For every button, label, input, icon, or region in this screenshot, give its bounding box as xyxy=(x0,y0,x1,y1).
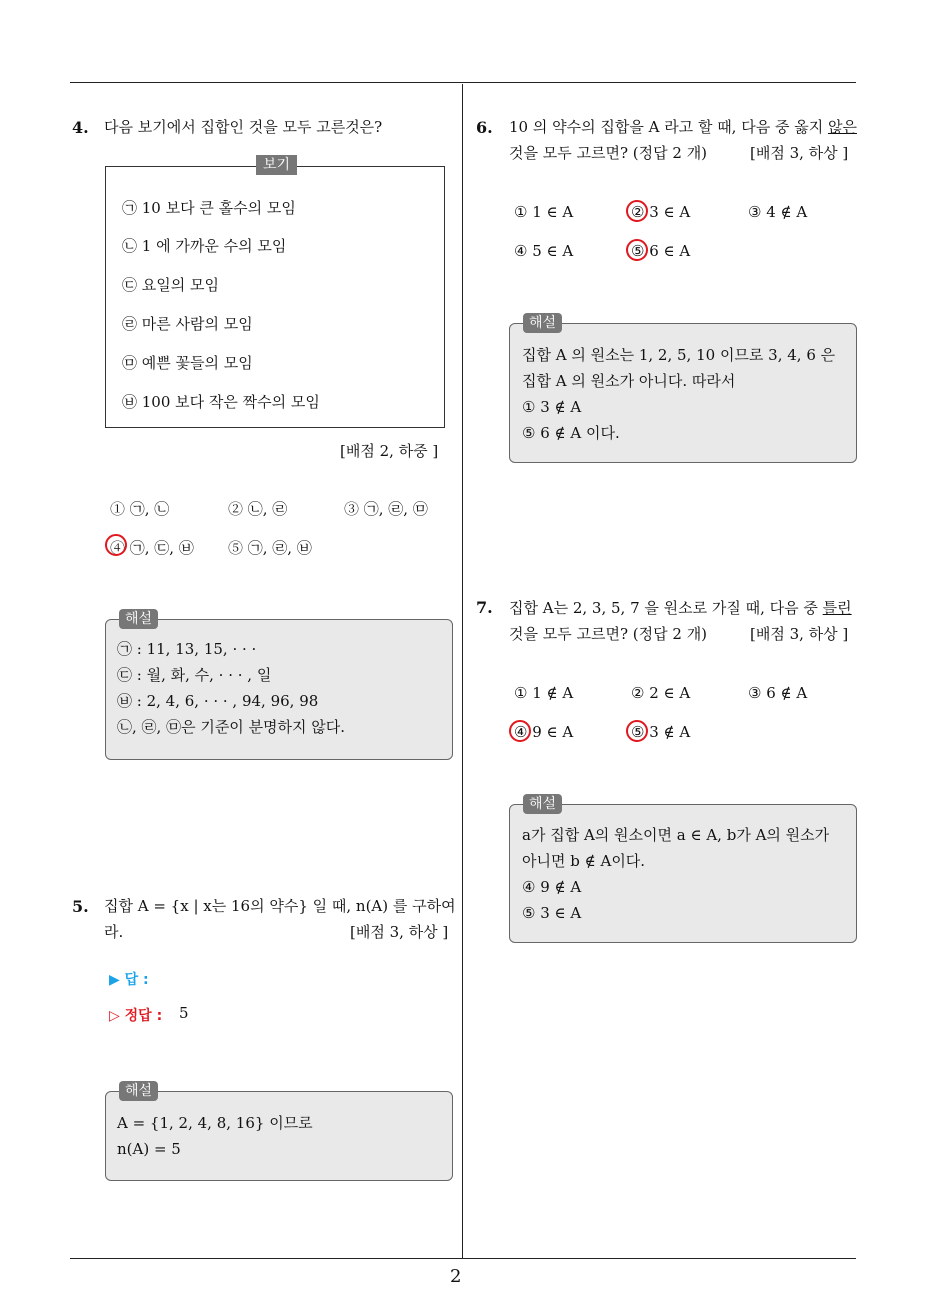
page-number: 2 xyxy=(450,1266,462,1287)
q6-answer-mark xyxy=(626,200,648,222)
q4-number: 4. xyxy=(72,118,89,137)
q7-option-4[interactable]: ④ 9 ∈ A xyxy=(514,723,574,741)
q7-number: 7. xyxy=(476,598,493,617)
q7-answer-mark xyxy=(626,720,648,742)
q6-explanation-line: 집합 A 의 원소는 1, 2, 5, 10 이므로 3, 4, 6 은 xyxy=(522,346,836,364)
q7-text-line2: 것을 모두 고르면? (정답 2 개) xyxy=(509,625,708,643)
q4-option-4[interactable]: ④ ㉠, ㉢, ㉥ xyxy=(110,539,194,557)
q4-bogi-item: ㉡ 1 에 가까운 수의 모임 xyxy=(122,237,287,255)
q4-answer-mark xyxy=(105,534,127,556)
q7-answer-mark xyxy=(509,720,531,742)
q6-number: 6. xyxy=(476,118,493,137)
q7-explanation-line: a가 집합 A의 원소이면 a ∈ A, b가 A의 원소가 xyxy=(522,826,830,844)
q4-explanation-line: ㉡, ㉣, ㉤은 기준이 분명하지 않다. xyxy=(117,718,346,736)
q5-text-line1: 집합 A = {x | x는 16의 약수} 일 때, n(A) 를 구하여 xyxy=(104,897,456,915)
q5-explanation-line: A = {1, 2, 4, 8, 16} 이므로 xyxy=(117,1114,313,1132)
q5-answer-label: ▶ 답 : xyxy=(109,972,149,988)
q4-explanation-line: ㉢ : 월, 화, 수, · · · , 일 xyxy=(117,666,272,684)
q7-option-5[interactable]: ⑤ 3 ∉ A xyxy=(631,723,691,741)
q6-text-underlined: 않은 xyxy=(827,118,857,136)
q4-bogi-title: 보기 xyxy=(256,155,297,175)
q7-explanation-line: ④ 9 ∉ A xyxy=(522,878,582,896)
q5-explanation-tag: 해설 xyxy=(119,1081,158,1101)
q4-option-3[interactable]: ③ ㉠, ㉣, ㉤ xyxy=(344,500,428,518)
q6-explanation-line: 집합 A 의 원소가 아니다. 따라서 xyxy=(522,372,736,390)
q7-score: [배점 3, 하상 ] xyxy=(750,625,849,643)
q6-option-2[interactable]: ② 3 ∈ A xyxy=(631,203,691,221)
q7-text-underlined: 틀린 xyxy=(822,599,852,617)
q7-option-3[interactable]: ③ 6 ∉ A xyxy=(748,684,808,702)
column-divider xyxy=(462,84,463,1258)
q6-text-main: 10 의 약수의 집합을 A 라고 할 때, 다음 중 옳지 xyxy=(509,118,828,136)
q6-explanation-tag: 해설 xyxy=(523,313,562,333)
q4-explanation-line: ㉥ : 2, 4, 6, · · · , 94, 96, 98 xyxy=(117,692,319,710)
q7-option-2[interactable]: ② 2 ∈ A xyxy=(631,684,691,702)
q4-bogi-item: ㉢ 요일의 모임 xyxy=(122,276,219,294)
q4-bogi-item: ㉠ 10 보다 큰 홀수의 모임 xyxy=(122,199,296,217)
q4-bogi-item: ㉥ 100 보다 작은 짝수의 모임 xyxy=(122,393,320,411)
q6-answer-mark xyxy=(626,239,648,261)
q6-explanation-line: ① 3 ∉ A xyxy=(522,398,582,416)
q7-explanation-tag: 해설 xyxy=(523,794,562,814)
q5-explanation-line: n(A) = 5 xyxy=(117,1140,181,1158)
q5-correct-label: ▷ 정답 : xyxy=(109,1008,163,1024)
q4-explanation-line: ㉠ : 11, 13, 15, · · · xyxy=(117,640,257,658)
q6-score: [배점 3, 하상 ] xyxy=(750,144,849,162)
q4-option-1[interactable]: ① ㉠, ㉡ xyxy=(110,500,170,518)
q4-score: [배점 2, 하중 ] xyxy=(340,442,439,460)
q4-bogi-item: ㉤ 예쁜 꽃들의 모임 xyxy=(122,354,253,372)
q4-option-2[interactable]: ② ㉡, ㉣ xyxy=(228,500,288,518)
q6-option-5[interactable]: ⑤ 6 ∈ A xyxy=(631,242,691,260)
q6-option-1[interactable]: ① 1 ∈ A xyxy=(514,203,574,221)
q7-text-main: 집합 A는 2, 3, 5, 7 을 원소로 가질 때, 다음 중 xyxy=(509,599,823,617)
top-rule xyxy=(70,82,856,83)
q4-option-5[interactable]: ⑤ ㉠, ㉣, ㉥ xyxy=(228,539,312,557)
q6-option-3[interactable]: ③ 4 ∉ A xyxy=(748,203,808,221)
q7-explanation-line: ⑤ 3 ∈ A xyxy=(522,904,582,922)
q7-text-line1 xyxy=(509,595,852,621)
q5-correct-value: 5 xyxy=(179,1004,189,1022)
q4-explanation-tag: 해설 xyxy=(119,609,158,629)
q6-explanation-line: ⑤ 6 ∉ A 이다. xyxy=(522,424,620,442)
q5-score: [배점 3, 하상 ] xyxy=(350,923,449,941)
q7-explanation-line: 아니면 b ∉ A이다. xyxy=(522,852,646,870)
q5-number: 5. xyxy=(72,897,89,916)
q6-text-line2: 것을 모두 고르면? (정답 2 개) xyxy=(509,144,708,162)
bottom-rule xyxy=(70,1258,856,1259)
q5-text-line2: 라. xyxy=(104,923,124,941)
q6-option-4[interactable]: ④ 5 ∈ A xyxy=(514,242,574,260)
q4-bogi-item: ㉣ 마른 사람의 모임 xyxy=(122,315,253,333)
q6-text-line1 xyxy=(509,114,857,140)
q4-text: 다음 보기에서 집합인 것을 모두 고른것은? xyxy=(104,118,383,136)
q7-option-1[interactable]: ① 1 ∉ A xyxy=(514,684,574,702)
